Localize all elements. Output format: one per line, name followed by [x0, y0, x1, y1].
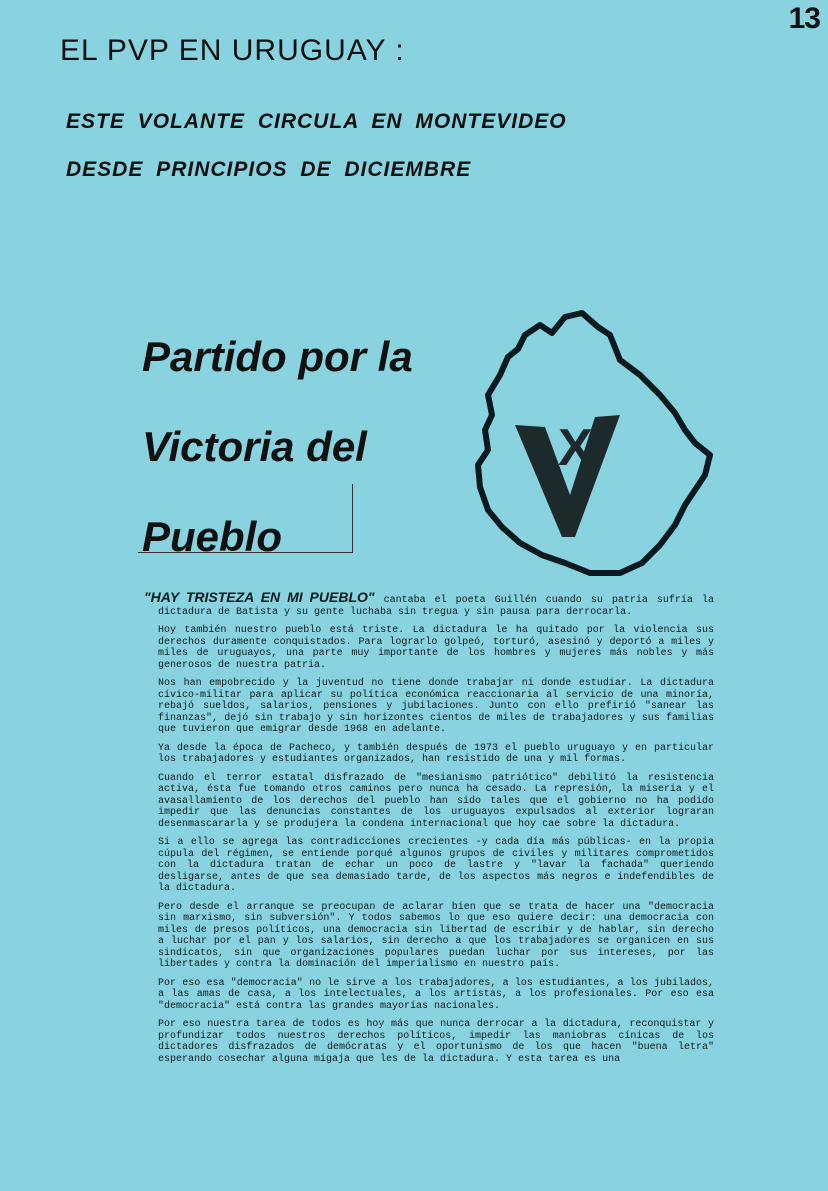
article-paragraph: Si a ello se agrega las contradicciones crecientes -y cada día más públicas- en la propia cúpula del régimen, se entiende porqué algunos grupos de civiles y militares comprometidos con la dictadura tratan de echar un poco de lastre y "lavar la fachada" queriendo desligarse, antes de que sea demasiado tarde, de los aspectos más negros e indefendibles de la dictadura. [158, 837, 714, 894]
page-number: 13 [788, 2, 820, 35]
lead-paragraph [144, 589, 714, 618]
article-paragraph: Por eso nuestra tarea de todos es hoy más que nunca derrocar a la dictadura, reconquistar y profundizar todos nuestros derechos políticos, impedir las maniobras cínicas de los dictadores disfrazados de demócratas y el oportunismo de los que hacen "buena letra" esperando cosechar alguna migaja que les de la dictadura. Y esta tarea es una [158, 1019, 714, 1065]
subtitle-line-2: DESDE PRINCIPIOS DE DICIEMBRE [66, 158, 472, 181]
article-paragraph: Por eso esa "democracia" no le sirve a los trabajadores, a los estudiantes, a los jubilados, a las amas de casa, a los intelectuales, a los artistas, a los profesionales. Por eso esa "democracia" está contra las grandes mayorías nacionales. [158, 977, 714, 1012]
party-name-line-3: Pueblo [142, 513, 283, 560]
party-name-frame [138, 484, 353, 553]
party-name-line-2: Victoria del [142, 423, 367, 470]
article-paragraph: Ya desde la época de Pacheco, y también después de 1973 el pueblo uruguayo y en particular los trabajadores y estudiantes organizados, han resistido de una y mil formas. [158, 742, 714, 765]
article-paragraph: Pero desde el arranque se preocupan de aclarar bien que se trata de hacer una "democracia sin marxismo, sin subversión". Y todos sabemos lo que eso quiere decir: una democracia con miles de presos políticos, una democracia sin libertad de escribir y de hablar, sin derecho a luchar por el pan y los salarios, sin derecho a que los trabajadores se organicen en sus sindicatos, sin que organizaciones populares puedan luchar por sus intereses, por las libertades y contra la dominación del imperialismo en nuestro país. [158, 901, 714, 970]
article-paragraph: Hoy también nuestro pueblo está triste. La dictadura le ha quitado por la violencia sus derechos duramente conquistados. Para lograrlo golpeó, torturó, asesinó y deportó a miles y miles de uruguayos, una parte muy importante de los hombres y mujeres más nobles y más generosos de nuestra patria. [158, 625, 714, 671]
lead-text: cantaba el poeta Guillén cuando su patria sufría la dictadura de Batista y su gente luchaba sin tregua y sin pausa para derrocarla. [158, 595, 714, 618]
article [144, 589, 714, 1072]
subtitle-line-1: ESTE VOLANTE CIRCULA EN MONTEVIDEO [66, 110, 567, 133]
party-name-line-1: Partido por la [142, 333, 413, 380]
uruguay-map-logo-icon [470, 305, 720, 580]
x-letter: X [558, 419, 593, 477]
article-paragraph: Cuando el terror estatal disfrazado de "mesianismo patriótico" debilitó la resistencia activa, ésta fue tomando otros caminos pero nunca ha cesado. La represión, la miseria y el avasallamiento de los derechos del pueblo han sido tales que el gobierno no ha podido impedir que las denuncias constantes de los uruguayos expulsados al exterior lograran desenmascararla y se produjera la condena internacional que hoy cae sobre la dictadura. [158, 772, 714, 830]
lead-heading: "HAY TRISTEZA EN MI PUEBLO" [144, 589, 375, 605]
article-paragraph: Nos han empobrecido y la juventud no tiene donde trabajar ni donde estudiar. La dictadura cívico-militar para aplicar su política económica reaccionaria al servicio de una minoría, rebajó sueldos, salarios, pensiones y jubilaciones. Junto con ello prefirió "sanear las finanzas", dejó sin trabajo y sin horizontes cientos de miles de trabajadores y sus familias que tuvieron que emigrar desde 1968 en adelante. [158, 678, 714, 735]
page-title: EL PVP EN URUGUAY : [60, 34, 405, 67]
